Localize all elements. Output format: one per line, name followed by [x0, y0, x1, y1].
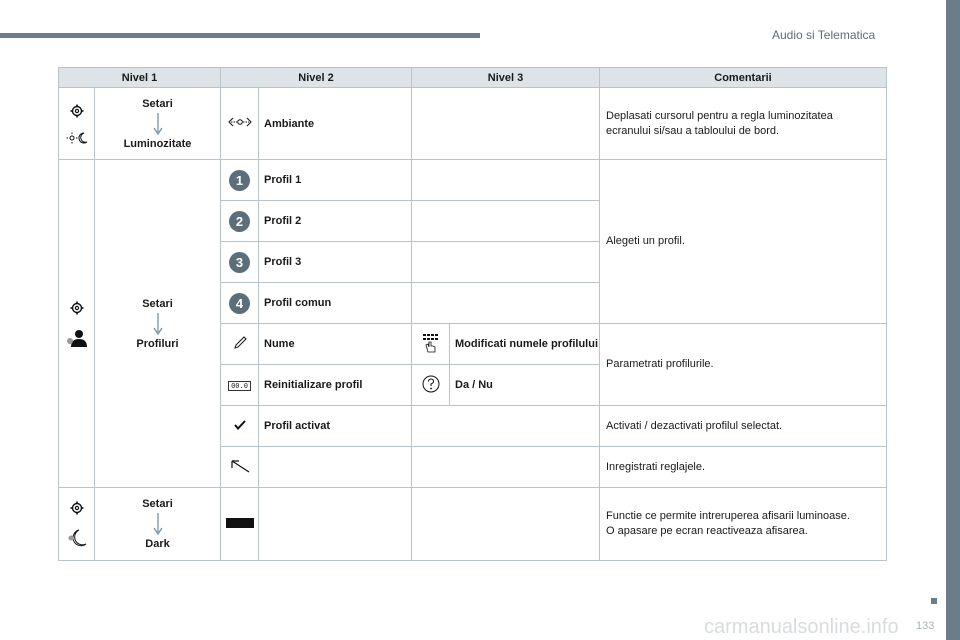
empty-cell	[412, 242, 600, 283]
profile-4-badge: 4	[229, 293, 250, 314]
col-header-nivel1: Nivel 1	[59, 68, 221, 88]
settings-table	[58, 67, 887, 561]
section-title: Audio si Telematica	[772, 28, 876, 42]
pencil-icon-cell	[221, 324, 259, 365]
back-icon-cell	[221, 447, 259, 488]
reset-icon-cell	[221, 365, 259, 406]
empty-cell	[412, 160, 600, 201]
param-comment: Parametrati profilurile.	[600, 324, 887, 406]
arrow-down-icon	[153, 113, 163, 135]
profile-1-badge: 1	[229, 170, 250, 191]
gear-icon	[70, 104, 84, 118]
dark-comment-line1: Functie ce permite intreruperea afisarii luminoase.	[606, 510, 850, 522]
gear-icon	[70, 501, 84, 515]
footer-dot	[931, 598, 937, 604]
empty-cell	[259, 447, 412, 488]
level2-dark	[95, 488, 221, 561]
profile-2-label: Profil 2	[259, 201, 412, 242]
profile-1-label: Profil 1	[259, 160, 412, 201]
black-screen-icon	[226, 518, 254, 528]
page-number: 133	[916, 620, 935, 632]
profile-2-badge: 2	[229, 211, 250, 232]
col-header-comentarii: Comentarii	[600, 68, 887, 88]
moon-icon	[67, 529, 87, 547]
level2-setari-label: Setari	[142, 97, 173, 110]
col-header-nivel2: Nivel 2	[221, 68, 412, 88]
dark-comment	[600, 488, 887, 561]
reinit-label: Reinitializare profil	[259, 365, 412, 406]
arrows-slider-icon	[228, 117, 252, 127]
profile-number-cell	[221, 242, 259, 283]
profile-3-badge: 3	[229, 252, 250, 273]
modificati-label: Modificati numele profilului	[450, 324, 600, 365]
nume-label: Nume	[259, 324, 412, 365]
question-icon	[422, 375, 440, 393]
empty-cell	[412, 447, 600, 488]
level1-icons	[59, 160, 95, 488]
empty-cell	[412, 406, 600, 447]
arrow-down-icon	[153, 513, 163, 535]
keyboard-icon-cell	[412, 324, 450, 365]
gear-icon	[70, 301, 84, 315]
back-arrow-icon	[230, 459, 250, 473]
profil-activat-label: Profil activat	[259, 406, 412, 447]
ambiante-icon-cell	[221, 88, 259, 160]
level2-setari-label: Setari	[142, 498, 173, 510]
level2-luminozitate	[95, 88, 221, 160]
level2-luminozitate-label: Luminozitate	[123, 137, 192, 150]
dark-comment-line2: O apasare pe ecran reactiveaza afisarea.	[606, 525, 808, 537]
check-icon	[234, 420, 246, 430]
empty-cell	[412, 283, 600, 324]
profile-number-cell	[221, 160, 259, 201]
table-row	[59, 488, 887, 561]
luminozitate-comment: Deplasati cursorul pentru a regla luminozitatea ecranului si/sau a tabloului de bord.	[600, 88, 887, 160]
question-icon-cell	[412, 365, 450, 406]
level2-profiluri	[95, 160, 221, 488]
empty-cell	[259, 488, 412, 561]
keyboard-hand-icon	[422, 333, 440, 353]
level1-icons	[59, 88, 95, 160]
empty-cell	[412, 488, 600, 561]
profile-person-icon	[66, 329, 88, 347]
da-nu-label: Da / Nu	[450, 365, 600, 406]
pencil-icon	[233, 336, 247, 350]
level2-dark-label: Dark	[145, 538, 170, 550]
col-header-nivel3: Nivel 3	[412, 68, 600, 88]
check-icon-cell	[221, 406, 259, 447]
table-row	[59, 88, 887, 160]
back-comment: Inregistrati reglajele.	[600, 447, 887, 488]
brightness-moon-icon	[66, 132, 88, 144]
level2-setari-label: Setari	[142, 297, 173, 310]
profile-3-label: Profil 3	[259, 242, 412, 283]
arrow-down-icon	[153, 313, 163, 335]
empty-cell	[412, 88, 600, 160]
activat-comment: Activati / dezactivati profilul selectat.	[600, 406, 887, 447]
ambiante-label: Ambiante	[259, 88, 412, 160]
table-row	[59, 160, 887, 201]
profiles-comment: Alegeti un profil.	[600, 160, 887, 324]
profile-comun-label: Profil comun	[259, 283, 412, 324]
profile-number-cell	[221, 283, 259, 324]
top-accent-bar	[0, 33, 480, 38]
profile-number-cell	[221, 201, 259, 242]
black-screen-icon-cell	[221, 488, 259, 561]
level2-profiluri-label: Profiluri	[136, 337, 179, 350]
reset-counter-icon: 00.0	[228, 381, 251, 391]
level1-icons	[59, 488, 95, 561]
watermark: carmanualsonline.info	[704, 616, 899, 638]
table-header-row	[59, 68, 887, 88]
empty-cell	[412, 201, 600, 242]
side-strip	[946, 0, 960, 640]
